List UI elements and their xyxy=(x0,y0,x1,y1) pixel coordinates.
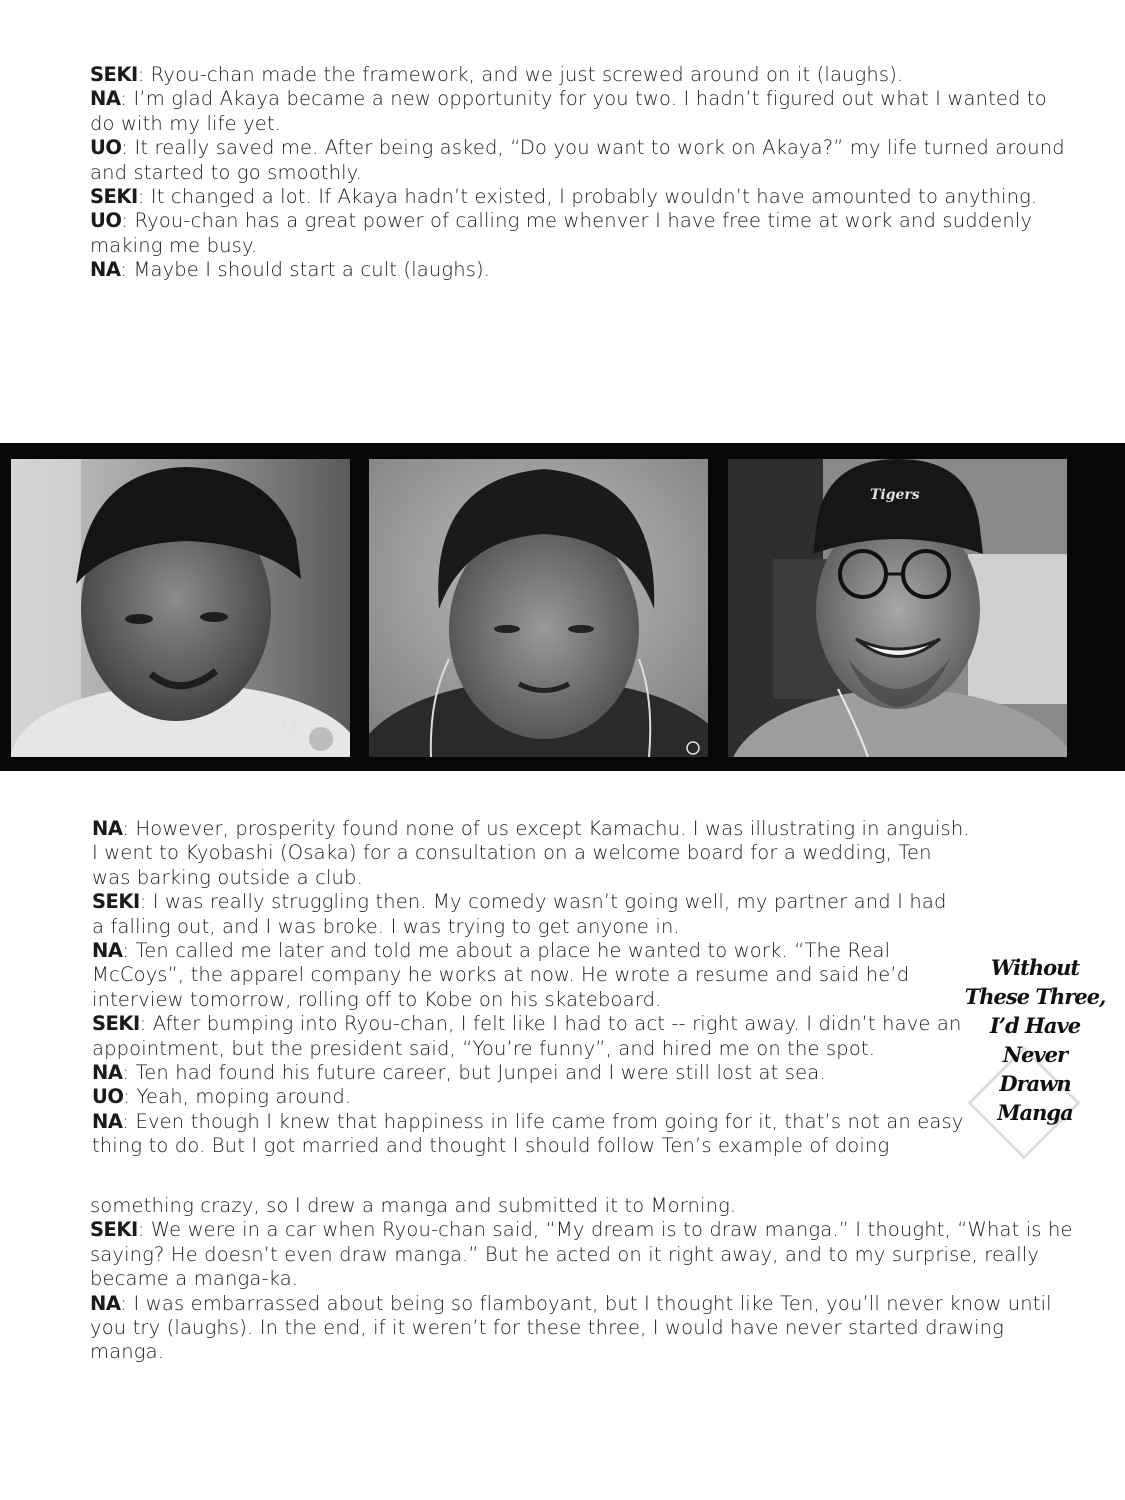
line-text: you try (laughs). In the end, if it weren’t for these three, I would have never started drawing xyxy=(90,1316,1005,1340)
line-text: appointment, but the president said, “You’re funny”, and hired me on the spot. xyxy=(92,1036,876,1060)
text-line xyxy=(90,136,1065,160)
line-text: : Ryou-chan made the framework, and we just screwed around on it (laughs). xyxy=(137,63,904,86)
person-photo-right xyxy=(728,459,1067,757)
line-text: : Maybe I should start a cult (laughs). xyxy=(120,258,491,282)
line-text: : However, prosperity found none of us except Kamachu. I was illustrating in anguish. xyxy=(122,817,970,840)
text-line xyxy=(92,1085,970,1109)
side-title-line: Without xyxy=(990,955,1080,980)
line-text: : Ryou-chan has a great power of calling me whenver I have free time at work and suddenly xyxy=(121,209,1033,233)
speaker-label: NA xyxy=(90,258,121,282)
line-text: was barking outside a club. xyxy=(92,865,363,889)
text-line xyxy=(92,1110,970,1134)
speaker-label: NA xyxy=(92,1109,123,1133)
text-line xyxy=(92,817,970,841)
side-title-text xyxy=(950,953,1120,1127)
video-tile-left xyxy=(11,459,350,757)
line-text: became a manga-ka. xyxy=(90,1267,299,1291)
text-line xyxy=(90,1316,1073,1340)
line-text: a falling out, and I was broke. I was trying to get anyone in. xyxy=(92,914,680,938)
interview-text-top xyxy=(90,63,1065,283)
speaker-label: SEKI xyxy=(90,1218,138,1242)
video-call-strip xyxy=(0,443,1125,771)
text-line xyxy=(92,841,970,865)
side-title-line: These Three, xyxy=(964,984,1106,1009)
text-line xyxy=(92,988,970,1012)
text-line xyxy=(90,1340,1073,1364)
text-line xyxy=(92,915,970,939)
speaker-label: NA xyxy=(92,939,123,963)
speaker-label: NA xyxy=(92,817,123,840)
text-line xyxy=(90,209,1065,233)
speaker-label: UO xyxy=(92,1085,124,1109)
line-text: : I’m glad Akaya became a new opportunity for you two. I hadn’t figured out what I wanted to xyxy=(120,87,1047,111)
line-text: : It really saved me. After being asked, “Do you want to work on Akaya?” my life turned around xyxy=(121,136,1065,160)
text-line xyxy=(92,890,970,914)
line-text: : I was embarrassed about being so flamboyant, but I thought like Ten, you’ll never know until xyxy=(120,1291,1052,1315)
line-text: : Ten had found his future career, but Junpei and I were still lost at sea. xyxy=(122,1061,826,1085)
text-line xyxy=(90,258,1065,282)
line-text: : Yeah, moping around. xyxy=(123,1085,352,1109)
interview-text-bottom xyxy=(90,1194,1073,1365)
line-text: making me busy. xyxy=(90,233,258,257)
speaker-label: NA xyxy=(90,87,121,111)
line-text: I went to Kyobashi (Osaka) for a consultation on a welcome board for a wedding, Ten xyxy=(92,841,932,865)
speaker-label: SEKI xyxy=(90,185,138,209)
speaker-label: SEKI xyxy=(90,63,138,86)
text-line xyxy=(90,1194,1073,1218)
line-text: : Ten called me later and told me about a place he wanted to work. “The Real xyxy=(122,939,891,963)
speaker-label: UO xyxy=(90,136,122,160)
cap-logo-text: Tigers xyxy=(870,487,920,503)
text-line xyxy=(90,161,1065,185)
text-line xyxy=(90,234,1065,258)
person-photo-left xyxy=(11,459,350,757)
text-line xyxy=(92,1134,970,1158)
line-text: : We were in a car when Ryou-chan said, “My dream is to draw manga.” I thought, “What is he xyxy=(137,1218,1073,1242)
line-text: something crazy, so I drew a manga and submitted it to Morning. xyxy=(90,1194,737,1217)
speaker-label: NA xyxy=(90,1291,121,1315)
side-title-line: Drawn xyxy=(999,1071,1071,1096)
line-text: interview tomorrow, rolling off to Kobe on his skateboard. xyxy=(92,987,662,1011)
speaker-label: UO xyxy=(90,209,122,233)
line-text: : Even though I knew that happiness in life came from going for it, that’s not an easy xyxy=(122,1109,964,1133)
line-text: saying? He doesn’t even draw manga.” But he acted on it right away, and to my surprise, really xyxy=(90,1242,1040,1266)
text-line xyxy=(92,963,970,987)
interview-text-middle xyxy=(92,817,970,1159)
side-title-line: Never xyxy=(1002,1042,1068,1067)
text-line xyxy=(90,87,1065,111)
speaker-label: SEKI xyxy=(92,890,140,914)
text-line xyxy=(90,1292,1073,1316)
line-text: do with my life yet. xyxy=(90,111,282,135)
person-photo-center xyxy=(369,459,708,757)
video-tile-right xyxy=(728,459,1067,757)
text-line xyxy=(90,1218,1073,1242)
text-line xyxy=(90,112,1065,136)
line-text: : It changed a lot. If Akaya hadn’t existed, I probably wouldn’t have amounted to anything. xyxy=(137,185,1038,209)
side-title-line: Manga xyxy=(997,1100,1073,1125)
line-text: : I was really struggling then. My comedy wasn’t going well, my partner and I had xyxy=(139,890,947,914)
line-text: thing to do. But I got married and thought I should follow Ten’s example of doing xyxy=(92,1134,890,1158)
text-line xyxy=(90,63,1065,87)
line-text: : After bumping into Ryou-chan, I felt like I had to act -- right away. I didn’t have an xyxy=(139,1012,962,1036)
text-line xyxy=(92,939,970,963)
text-line xyxy=(92,1037,970,1061)
text-line xyxy=(92,1012,970,1036)
text-line xyxy=(90,1243,1073,1267)
speaker-label: SEKI xyxy=(92,1012,140,1036)
line-text: manga. xyxy=(90,1340,165,1364)
speaker-label: NA xyxy=(92,1061,123,1085)
video-tile-center xyxy=(369,459,708,757)
text-line xyxy=(90,1267,1073,1291)
line-text: McCoys”, the apparel company he works at now. He wrote a resume and said he’d xyxy=(92,963,910,987)
text-line xyxy=(92,866,970,890)
line-text: and started to go smoothly. xyxy=(90,160,362,184)
side-title-line: I’d Have xyxy=(989,1013,1081,1038)
text-line xyxy=(90,185,1065,209)
side-title xyxy=(950,953,1120,1173)
text-line xyxy=(92,1061,970,1085)
